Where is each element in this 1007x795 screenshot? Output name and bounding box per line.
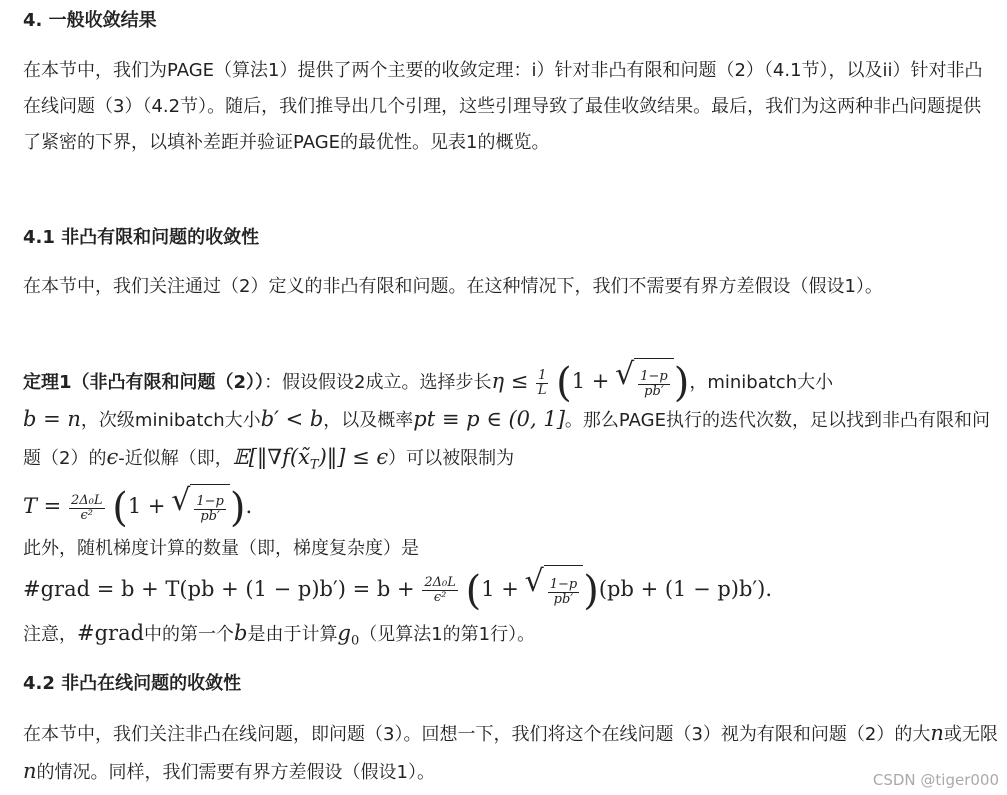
math: )‖] ≤ ϵ: [318, 444, 389, 469]
radical-icon: √: [171, 482, 191, 518]
numerator: 1−p: [640, 369, 668, 384]
paren: (: [112, 485, 128, 532]
text: -近似解（即，: [118, 447, 233, 469]
math: b: [234, 621, 248, 646]
text: ，以及概率: [323, 409, 414, 431]
math: 1 +: [571, 369, 610, 393]
text: ）可以被限制为: [388, 447, 515, 469]
math-eta: η ≤: [491, 369, 529, 393]
text: 是由于计算: [247, 624, 338, 646]
text: 或无限: [943, 724, 998, 745]
text: （见算法1的第1行）。: [359, 624, 536, 646]
math: n: [930, 721, 944, 745]
math: g: [337, 621, 351, 646]
paren: ): [583, 567, 599, 614]
sqrt: [525, 565, 584, 616]
section-4-1-heading: 4.1 非凸有限和问题的收敛性: [23, 227, 260, 248]
math: 𝔼[‖∇f(x̃: [232, 444, 310, 469]
section-4-paragraph: 在本节中，我们为PAGE（算法1）提供了两个主要的收敛定理：i）针对非凸有限和问题（2）（4.1节），以及ii）针对非凸在线问题（3）（4.2节）。随后，我们推导出几个引理，这些引理导致了最佳收敛结果。最后，我们为这两种非凸问题提供了紧密的下界，以填补差距并验证PAGE的最优性。见表1的概览。: [23, 60, 983, 153]
numerator: 1−p: [196, 494, 224, 510]
text: 的情况。同样，我们需要有界方差假设（假设1）。: [36, 762, 435, 783]
denominator: L: [537, 382, 547, 398]
fraction: [69, 494, 105, 523]
section-4-2-paragraph: [23, 715, 998, 791]
theorem-label: 定理1（非凸有限和问题（2））: [23, 372, 265, 393]
radical-icon: √: [615, 356, 635, 392]
math-sub: T: [309, 457, 319, 473]
section-4-1-paragraph: 在本节中，我们关注通过（2）定义的非凸有限和问题。在这种情况下，我们不需要有界方差假设（假设1）。: [23, 276, 883, 297]
math-sub: 0: [350, 633, 360, 649]
fraction: [536, 369, 548, 398]
denominator: ϵ²: [433, 590, 447, 606]
text: 注意，: [23, 624, 77, 646]
radical-icon: √: [524, 564, 544, 600]
math: ϵ: [106, 444, 119, 469]
math: (pb + (1 − p)b′).: [598, 576, 773, 601]
denominator: pb′: [553, 591, 574, 607]
math: .: [245, 494, 253, 519]
math: b′ < b: [260, 406, 324, 431]
paren: ): [673, 360, 690, 406]
paren: ): [229, 485, 246, 532]
fraction: [422, 576, 458, 605]
text: 。那么PAGE执行的迭代次数，足以找到非凸有限和问题（2）的: [23, 409, 990, 469]
section-4-heading: 4. 一般收敛结果: [23, 10, 157, 31]
math: n: [23, 759, 37, 783]
math: 1 +: [127, 494, 166, 519]
watermark: CSDN @tiger000: [872, 771, 999, 789]
numerator: 1−p: [549, 576, 578, 592]
math: b = n: [23, 406, 81, 431]
theorem-1: [23, 357, 998, 659]
numerator: 2Δ₀L: [424, 575, 456, 591]
note-line: [23, 616, 998, 659]
math: #grad = b + T(pb + (1 − p)b′) = b +: [23, 576, 415, 601]
T-formula: [23, 483, 998, 533]
numerator: 2Δ₀L: [71, 492, 103, 508]
text: 在本节中，我们关注非凸在线问题，即问题（3）。回想一下，我们将这个在线问题（3）视为有限和问题（2）的大: [23, 724, 931, 745]
text-line: 此外，随机梯度计算的数量（即，梯度复杂度）是: [23, 537, 419, 559]
grad-formula: [23, 565, 998, 617]
theorem-line-2: [23, 401, 998, 484]
text: ，次级minibatch大小: [80, 409, 261, 431]
math: 1 +: [481, 576, 519, 601]
paren: (: [465, 567, 482, 614]
numerator: 1: [538, 367, 547, 383]
math: #grad: [77, 621, 145, 646]
section-4-2-heading: 4.2 非凸在线问题的收敛性: [23, 673, 242, 694]
denominator: pb′: [644, 384, 664, 399]
paren: (: [556, 360, 572, 406]
text: ：假设假设2成立。选择步长: [264, 372, 492, 393]
text: 中的第一个: [144, 624, 235, 646]
math: pt ≡ p ∈ (0, 1]: [413, 406, 565, 431]
denominator: pb′: [200, 509, 220, 525]
text: ，minibatch大小: [689, 372, 834, 393]
denominator: ϵ²: [80, 507, 94, 523]
math: T =: [23, 494, 62, 519]
sqrt: [171, 484, 230, 533]
